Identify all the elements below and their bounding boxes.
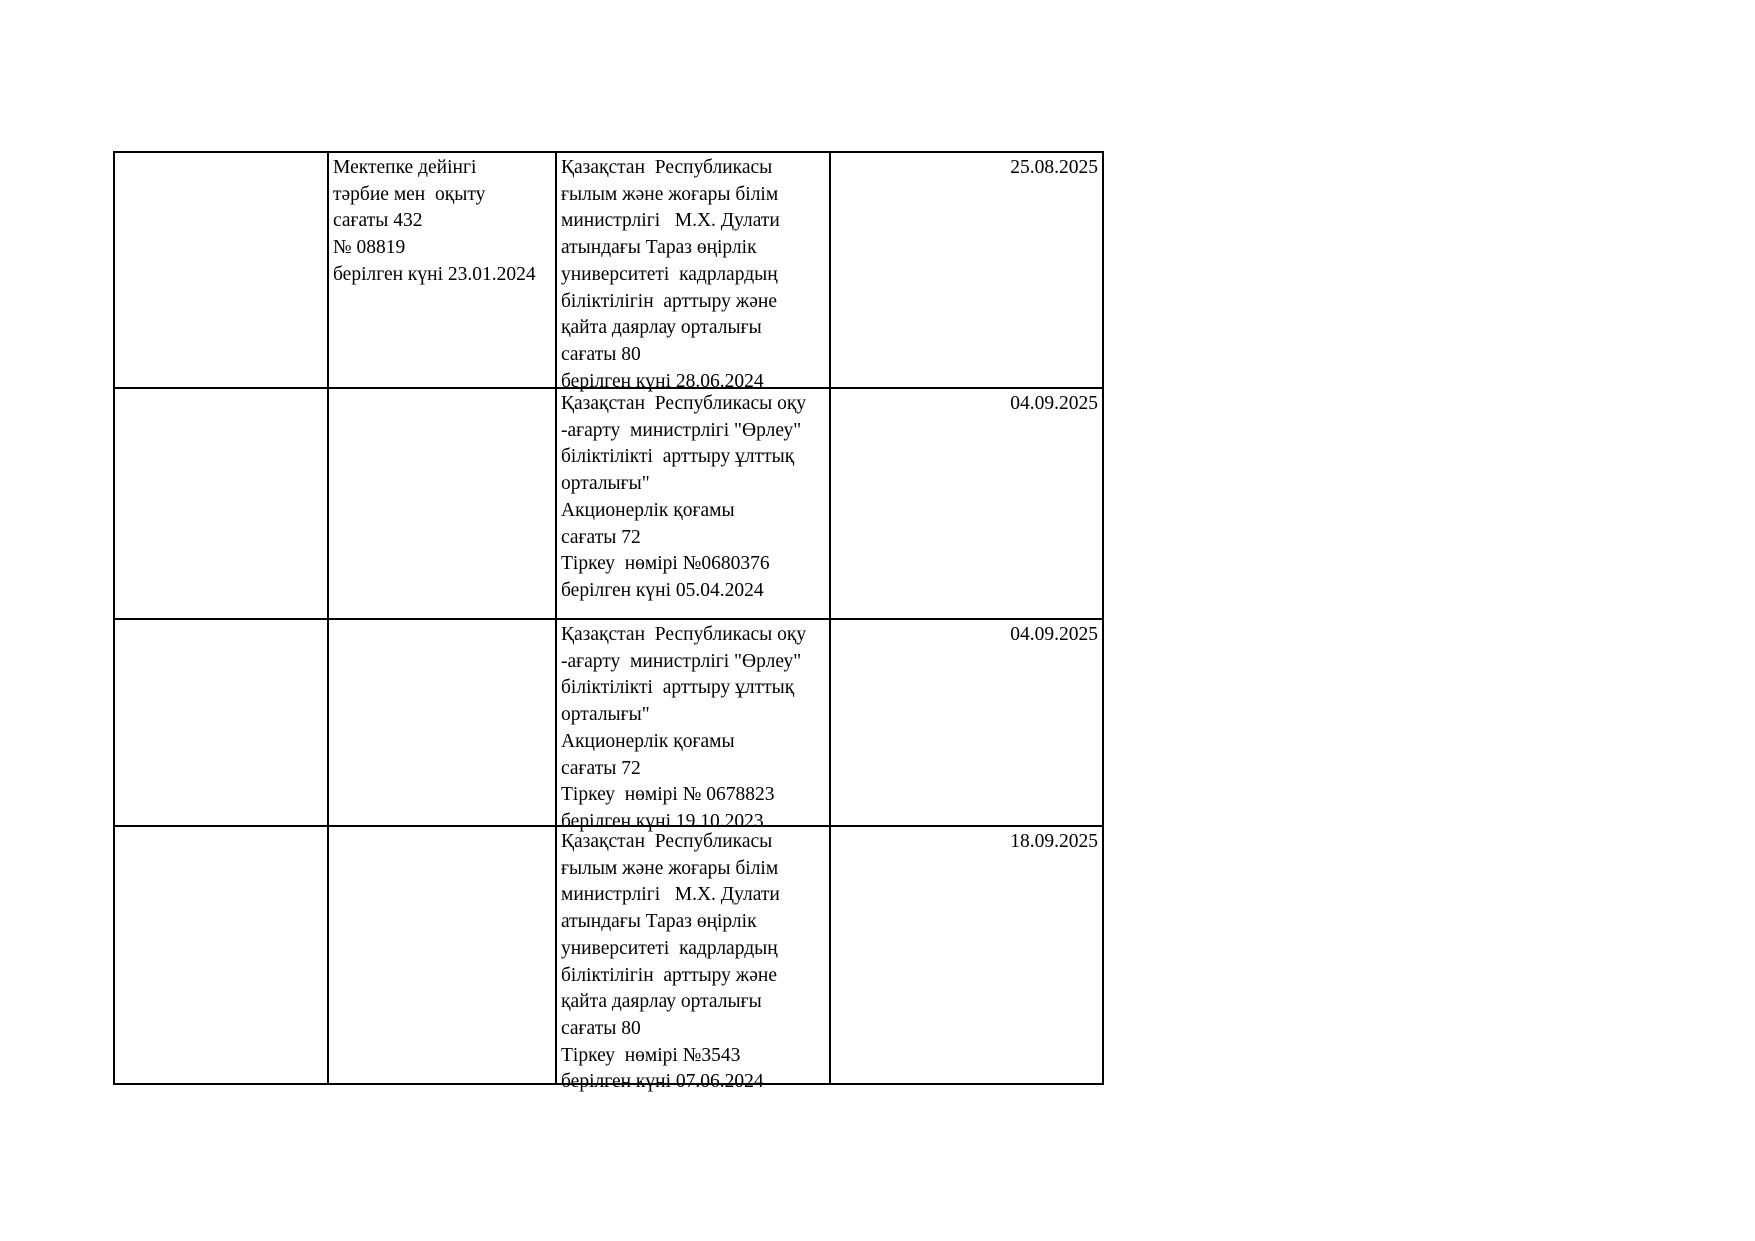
issuer-line: біліктілігін арттыру және — [561, 290, 778, 312]
issuer-line: университеті кадрлардың — [561, 937, 778, 959]
issuer-line: -ағарту министрлігі "Өрлеу" — [561, 419, 802, 441]
issuer-line: Қазақстан Республикасы оқу — [561, 624, 807, 645]
date-value: 04.09.2025 — [1010, 393, 1098, 414]
issuer-line: орталығы" — [561, 473, 650, 495]
empty-cell — [328, 388, 556, 619]
issuer-line: Тіркеу нөмірі №3543 — [561, 1044, 741, 1066]
date-cell — [830, 619, 1103, 826]
issuer-line: біліктілікті арттыру ұлттық — [561, 446, 795, 468]
certificates-table — [113, 151, 1104, 1093]
issuer-cell — [556, 152, 830, 392]
issuer-line: Акционерлік қоғамы — [561, 730, 735, 752]
issuer-cell — [556, 388, 830, 619]
issuer-line: орталығы" — [561, 704, 650, 726]
date-cell — [830, 388, 1103, 619]
issuer-line: атындағы Тараз өңірлік — [561, 237, 757, 259]
issuer-line: -ағарту министрлігі "Өрлеу" — [561, 650, 802, 672]
issuer-line: ғылым және жоғары білім — [561, 183, 779, 205]
empty-cell — [114, 826, 328, 1084]
issuer-line: Тіркеу нөмірі № 0678823 — [561, 784, 775, 806]
empty-cell — [114, 388, 328, 619]
issuer-line: сағаты 80 — [561, 343, 641, 365]
course-line: сағаты 432 — [333, 210, 423, 232]
course-line: № 08819 — [333, 237, 406, 259]
issuer-line: сағаты 72 — [561, 757, 641, 779]
date-value: 04.09.2025 — [1010, 624, 1098, 645]
table-row — [114, 388, 1103, 619]
course-line: тәрбие мен оқыту — [333, 183, 486, 205]
table-row — [114, 826, 1103, 1084]
empty-cell — [328, 826, 556, 1084]
issuer-cell — [556, 619, 830, 832]
issuer-line: берілген күні 28.06.2024 — [561, 370, 764, 392]
course-line: берілген күні 23.01.2024 — [333, 263, 536, 285]
issuer-line: ғылым және жоғары білім — [561, 857, 779, 879]
course-line: Мектепке дейінгі — [333, 157, 477, 178]
table-row — [114, 619, 1103, 826]
table-row — [114, 152, 1103, 388]
issuer-line: сағаты 72 — [561, 526, 641, 548]
issuer-line: атындағы Тараз өңірлік — [561, 911, 757, 933]
issuer-line: берілген күні 05.04.2024 — [561, 579, 764, 601]
issuer-line: қайта даярлау орталығы — [561, 317, 762, 339]
empty-cell — [328, 619, 556, 826]
issuer-cell — [556, 826, 830, 1093]
issuer-line: Қазақстан Республикасы — [561, 157, 773, 178]
issuer-line: университеті кадрлардың — [561, 263, 778, 285]
issuer-line: министрлігі М.Х. Дулати — [561, 884, 780, 906]
issuer-line: Қазақстан Республикасы — [561, 831, 773, 852]
empty-cell — [114, 619, 328, 826]
issuer-line: қайта даярлау орталығы — [561, 991, 762, 1013]
issuer-line: біліктілікті арттыру ұлттық — [561, 677, 795, 699]
issuer-line: Тіркеу нөмірі №0680376 — [561, 553, 770, 575]
issuer-line: сағаты 80 — [561, 1017, 641, 1039]
issuer-line: Акционерлік қоғамы — [561, 499, 735, 521]
course-info-cell — [328, 152, 556, 388]
date-value: 25.08.2025 — [1010, 157, 1098, 178]
issuer-line: берілген күні 19.10.2023 — [561, 810, 764, 832]
issuer-line: Қазақстан Республикасы оқу — [561, 393, 807, 414]
empty-cell — [114, 152, 328, 388]
issuer-line: біліктілігін арттыру және — [561, 964, 778, 986]
date-value: 18.09.2025 — [1010, 831, 1098, 852]
issuer-line: министрлігі М.Х. Дулати — [561, 210, 780, 232]
date-cell — [830, 826, 1103, 1084]
issuer-line: берілген күні 07.06.2024 — [561, 1071, 764, 1093]
date-cell — [830, 152, 1103, 388]
